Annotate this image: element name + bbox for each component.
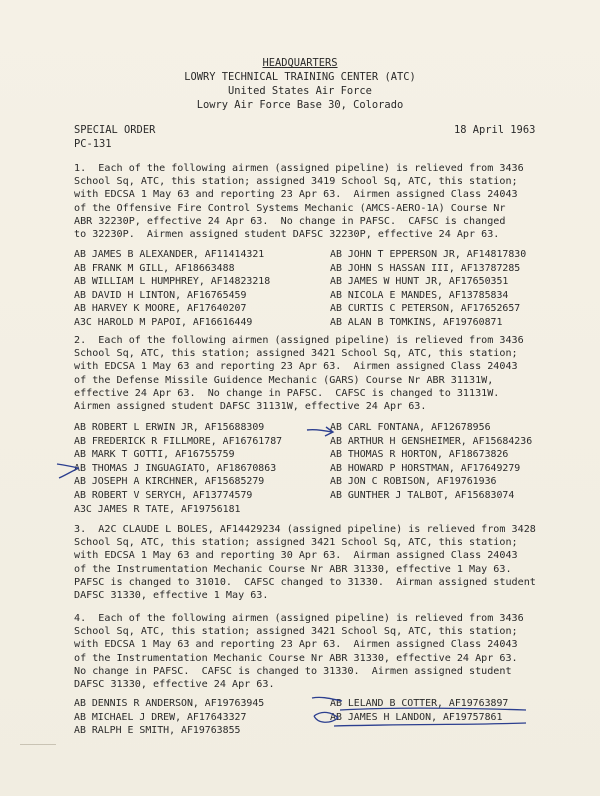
- roster-entry: AB CARL FONTANA, AF12678956: [330, 422, 491, 433]
- paragraph-line: ABR 32230P, effective 24 Apr 63. No change in PAFSC. CAFSC is changed: [74, 215, 506, 227]
- paragraph-line: of the Instrumentation Mechanic Course Nr ABR 31330, effective 24 Apr 63.: [74, 652, 518, 664]
- paragraph-line: to 32230P. Airmen assigned student DAFSC 32230P, effective 24 Apr 63.: [74, 229, 500, 241]
- roster-entry: AB THOMAS J INGUAGIATO, AF18670863: [74, 462, 277, 474]
- roster-entry: A3C JAMES R TATE, AF19756181: [74, 503, 241, 515]
- roster-entry: AB MARK T GOTTI, AF16755759: [74, 449, 235, 461]
- roster-entry: AB THOMAS R HORTON, AF18673826: [330, 449, 509, 461]
- paper-scuff: [20, 744, 56, 745]
- paragraph-line: 4. Each of the following airmen (assigned pipeline) is relieved from 3436: [74, 613, 524, 624]
- roster-entry: AB RALPH E SMITH, AF19763855: [74, 725, 241, 737]
- roster-entry: A3C HAROLD M PAPOI, AF16616449: [74, 316, 253, 328]
- roster-4-right: [330, 697, 508, 724]
- roster-entry: AB JOHN S HASSAN III, AF13787285: [330, 262, 521, 274]
- roster-entry: AB FRANK M GILL, AF18663488: [74, 262, 235, 274]
- roster-entry: AB DENNIS R ANDERSON, AF19763945: [74, 698, 265, 709]
- roster-entry: AB LELAND B COTTER, AF19763897: [330, 698, 509, 709]
- roster-entry: AB HOWARD P HORSTMAN, AF17649279: [330, 462, 521, 474]
- roster-entry: AB HARVEY K MOORE, AF17640207: [74, 303, 247, 315]
- roster-entry: AB JOSEPH A KIRCHNER, AF15685279: [74, 476, 265, 488]
- roster-entry: AB FREDERICK R FILLMORE, AF16761787: [74, 435, 283, 447]
- paragraph-line: 1. Each of the following airmen (assigned pipeline) is relieved from 3436: [74, 163, 524, 174]
- paragraph-line: with EDCSA 1 May 63 and reporting 23 Apr 63. Airmen assigned Class 24043: [74, 361, 518, 373]
- paragraph-line: with EDCSA 1 May 63 and reporting 30 Apr 63. Airman assigned Class 24043: [74, 550, 518, 562]
- paragraph-line: of the Defense Missile Guidence Mechanic (GARS) Course Nr ABR 31131W,: [74, 374, 494, 386]
- order-date: 18 April 1963: [454, 124, 536, 136]
- roster-4-left: [74, 697, 264, 738]
- roster-entry: AB ROBERT L ERWIN JR, AF15688309: [74, 422, 265, 433]
- paragraph-3: [74, 523, 544, 602]
- paragraph-line: No change in PAFSC. CAFSC is changed to 31330. Airmen assigned student: [74, 665, 512, 677]
- roster-1-right: [330, 248, 526, 330]
- roster-entry: AB NICOLA E MANDES, AF13785834: [330, 289, 509, 301]
- service-name: United States Air Force: [228, 85, 372, 97]
- roster-entry: AB JAMES B ALEXANDER, AF11414321: [74, 249, 265, 260]
- paragraph-line: 3. A2C CLAUDE L BOLES, AF14429234 (assigned pipeline) is relieved from 3428: [74, 524, 536, 535]
- roster-entry: AB JON C ROBISON, AF19761936: [330, 476, 497, 488]
- paragraph-line: Airmen assigned student DAFSC 31131W, effective 24 Apr 63.: [74, 401, 427, 413]
- paragraph-4: [74, 612, 544, 691]
- paragraph-line: effective 24 Apr 63. No change in PAFSC. CAFSC is changed to 31131W.: [74, 387, 500, 399]
- paragraph-1: [74, 162, 544, 241]
- roster-entry: AB DAVID H LINTON, AF16765459: [74, 289, 247, 301]
- roster-2-left: [74, 421, 282, 516]
- order-title: SPECIAL ORDER: [74, 124, 156, 136]
- roster-entry: AB JAMES W HUNT JR, AF17650351: [330, 276, 509, 288]
- headquarters-title: HEADQUARTERS: [262, 57, 338, 69]
- order-number: PC-131: [74, 138, 112, 150]
- roster-entry: AB ALAN B TOMKINS, AF19760871: [330, 316, 503, 328]
- roster-1-left: [74, 248, 270, 330]
- paragraph-line: 2. Each of the following airmen (assigned pipeline) is relieved from 3436: [74, 335, 524, 346]
- paragraph-line: School Sq, ATC, this station; assigned 3421 School Sq, ATC, this station;: [74, 626, 518, 638]
- paragraph-2: [74, 334, 544, 413]
- base-name: Lowry Air Force Base 30, Colorado: [196, 99, 404, 111]
- roster-entry: AB MICHAEL J DREW, AF17643327: [74, 711, 247, 723]
- roster-entry: AB GUNTHER J TALBOT, AF15683074: [330, 489, 515, 501]
- order-heading: [74, 123, 155, 151]
- paragraph-line: School Sq, ATC, this station; assigned 3421 School Sq, ATC, this station;: [74, 537, 518, 549]
- paragraph-line: with EDCSA 1 May 63 and reporting 23 Apr 63. Airmen assigned Class 24043: [74, 189, 518, 201]
- paragraph-line: with EDCSA 1 May 63 and reporting 23 Apr 63. Airmen assigned Class 24043: [74, 639, 518, 651]
- roster-entry: AB ROBERT V SERYCH, AF13774579: [74, 489, 253, 501]
- roster-2-right: [330, 421, 532, 503]
- paragraph-line: PAFSC is changed to 31010. CAFSC changed to 31330. Airman assigned student: [74, 576, 536, 588]
- paragraph-line: DAFSC 31330, effective 1 May 63.: [74, 590, 269, 602]
- roster-entry: AB ARTHUR H GENSHEIMER, AF15684236: [330, 435, 533, 447]
- paragraph-line: of the Instrumentation Mechanic Course Nr ABR 31330, effective 1 May 63.: [74, 563, 512, 575]
- paragraph-line: School Sq, ATC, this station; assigned 3421 School Sq, ATC, this station;: [74, 348, 518, 360]
- roster-entry: AB JOHN T EPPERSON JR, AF14817830: [330, 249, 527, 260]
- roster-entry: AB CURTIS C PETERSON, AF17652657: [330, 303, 521, 315]
- paragraph-line: School Sq, ATC, this station; assigned 3419 School Sq, ATC, this station;: [74, 176, 518, 188]
- roster-entry: AB WILLIAM L HUMPHREY, AF14823218: [74, 276, 271, 288]
- roster-entry: AB JAMES H LANDON, AF19757861: [330, 711, 503, 723]
- letterhead: [0, 56, 600, 112]
- center-name: LOWRY TECHNICAL TRAINING CENTER (ATC): [184, 71, 416, 83]
- paragraph-line: DAFSC 31330, effective 24 Apr 63.: [74, 679, 275, 691]
- paragraph-line: of the Offensive Fire Control Systems Mechanic (AMCS-AERO-1A) Course Nr: [74, 202, 506, 214]
